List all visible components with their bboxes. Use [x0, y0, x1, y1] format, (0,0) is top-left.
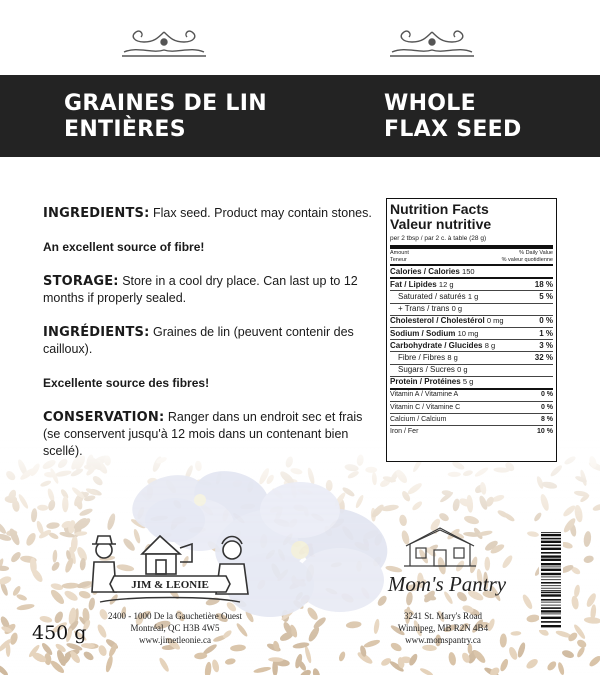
address-left [85, 610, 265, 646]
fibre-claim-french: Excellente source des fibres! [43, 376, 210, 390]
nutrient-label: Cholesterol / Cholestérol [390, 316, 485, 326]
nutrient-daily-value: 1 % [539, 328, 553, 338]
ingredients-label: INGREDIENTS: [43, 206, 150, 221]
address-right-line2: Winnipeg, MB R2N 4B4 [397, 623, 489, 633]
title-french [64, 91, 304, 143]
nutrition-row [390, 327, 553, 339]
nutrient-label: Iron / Fer [390, 428, 419, 436]
ingredients-french-text: Graines de lin (peuvent contenir des cailloux). [43, 325, 354, 356]
nutrient-label: Saturated / saturés [398, 291, 466, 301]
nutrition-rows [390, 264, 553, 438]
nutrition-facts-table [386, 198, 557, 462]
nutrient-daily-value: 8 % [540, 415, 553, 423]
nutrient-amount: 150 [462, 266, 475, 276]
nutrient-amount: 8 g [447, 352, 458, 362]
nutrition-row [390, 290, 553, 302]
nutrient-daily-value: 32 % [534, 352, 553, 362]
address-right-line1: 3241 St. Mary's Road [403, 611, 483, 621]
nutrition-row [390, 277, 553, 290]
nutrition-row [390, 339, 553, 351]
nutrition-row [390, 425, 553, 437]
nutrition-row [390, 376, 553, 388]
nutrient-amount: 10 mg [457, 328, 479, 338]
storage-text: Store in a cool dry place. Can last up to 12 months if properly sealed. [43, 274, 358, 305]
daily-value-label: % Daily Value [519, 250, 553, 256]
fibre-claim-english: An excellent source of fibre! [43, 240, 205, 254]
nutrient-label: Fat / Lipides [390, 279, 437, 289]
title-english [384, 91, 584, 143]
amount-label-french: Teneur [390, 256, 407, 263]
nutrition-row [390, 303, 553, 315]
nutrition-row [390, 364, 553, 376]
address-right [363, 610, 523, 646]
ingredients-text: Flax seed. Product may contain stones. [152, 206, 372, 220]
nutrition-row [390, 388, 553, 401]
nutrient-daily-value: 0 % [540, 403, 553, 411]
title-english-line1: WHOLE [384, 91, 476, 116]
nutrition-row [390, 413, 553, 425]
nutrient-daily-value: 0 % [540, 391, 553, 399]
nutrient-amount: 0 g [451, 304, 463, 314]
nutrient-daily-value: 3 % [539, 340, 553, 350]
address-left-line2: Montréal, QC H3B 4W5 [130, 623, 220, 633]
moms-pantry-name: Mom's Pantry [387, 572, 507, 596]
net-weight: 450 g [32, 622, 87, 644]
title-english-line2: FLAX SEED [384, 117, 522, 142]
website-right[interactable]: www.momspantry.ca [405, 635, 481, 645]
nutrient-amount: 0 g [457, 365, 468, 375]
conservation-text: Ranger dans un endroit sec et frais (se conservent jusqu'à 12 mois dans un contenant bien scellé). [43, 410, 363, 458]
nutrition-title-french: Valeur nutritive [390, 216, 492, 232]
nutrient-label: Sugars / Sucres [398, 365, 455, 375]
storage-paragraph [43, 273, 373, 307]
website-left[interactable]: www.jimetleonie.ca [139, 635, 211, 645]
nutrient-label: Calories / Calories [390, 266, 460, 276]
nutrition-row [390, 264, 553, 277]
nutrient-daily-value: 0 % [539, 316, 553, 326]
nutrient-daily-value: 10 % [537, 428, 553, 436]
nutrition-row [390, 351, 553, 363]
amount-label: Amount [390, 250, 409, 256]
title-french-line1: GRAINES DE LIN [64, 91, 267, 116]
serving-size: per 2 tbsp / par 2 c. à table (28 g) [390, 235, 487, 242]
nutrient-amount: 5 g [462, 377, 474, 387]
nutrient-amount: 8 g [484, 340, 496, 350]
nutrient-amount: 1 g [467, 291, 479, 301]
title-french-line2: ENTIÈRES [64, 117, 186, 142]
barcode-icon [539, 530, 563, 630]
nutrient-daily-value: 18 % [534, 279, 553, 289]
nutrition-title-english: Nutrition Facts [390, 201, 489, 217]
storage-label: STORAGE: [43, 274, 119, 289]
ornament-right-icon [382, 28, 482, 62]
nutrition-row [390, 401, 553, 413]
jim-leonie-logo [80, 522, 260, 612]
nutrient-label: Sodium / Sodium [390, 328, 456, 338]
nutrient-amount: 12 g [438, 279, 454, 289]
conservation-paragraph [43, 409, 373, 460]
ornament-left-icon [114, 28, 214, 62]
address-left-line1: 2400 - 1000 De la Gauchetière Ouest [108, 611, 242, 621]
nutrient-label: + Trans / trans [398, 304, 450, 314]
ingredients-paragraph [43, 205, 373, 222]
nutrient-label: Protein / Protéines [390, 377, 461, 387]
nutrient-label: Fibre / Fibres [398, 352, 446, 362]
nutrition-row [390, 315, 553, 327]
nutrient-label: Calcium / Calcium [390, 415, 447, 423]
nutrient-label: Vitamin C / Vitamine C [390, 403, 461, 411]
moms-pantry-house-icon [400, 526, 480, 570]
nutrient-label: Carbohydrate / Glucides [390, 340, 483, 350]
nutrition-header-row [390, 249, 553, 264]
ingredients-french-label: INGRÉDIENTS: [43, 325, 150, 340]
conservation-label: CONSERVATION: [43, 410, 165, 425]
nutrient-label: Vitamin A / Vitamine A [390, 391, 459, 399]
jim-leonie-logo-text: JIM & LEONIE [131, 579, 209, 591]
nutrient-amount: 0 mg [486, 316, 504, 326]
daily-value-label-french: % valeur quotidienne [501, 256, 553, 263]
info-column [43, 205, 373, 477]
nutrient-daily-value: 5 % [539, 291, 553, 301]
ingredients-french-paragraph [43, 324, 373, 358]
